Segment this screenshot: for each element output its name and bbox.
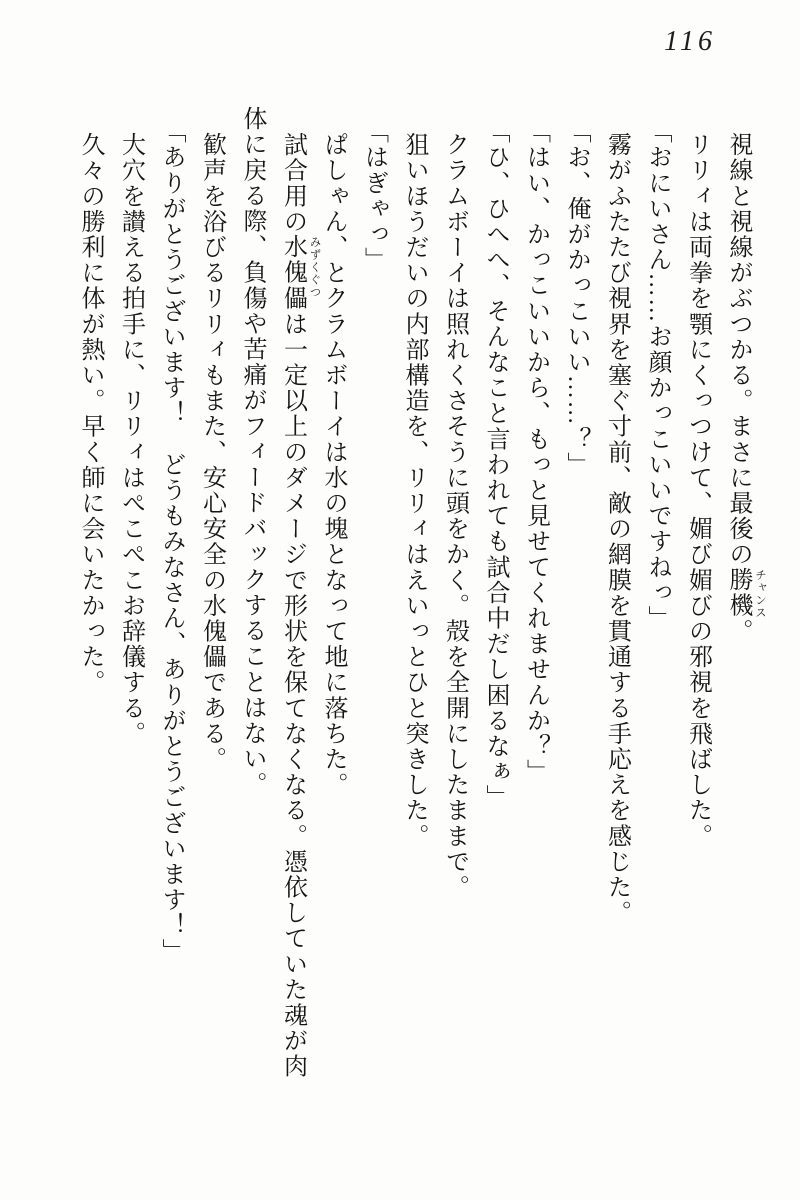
text-column <box>443 106 467 1161</box>
text-column <box>605 106 629 1161</box>
text-run: リリィは両拳を顎にくっつけて、媚び媚びの邪視を飛ばした。 <box>684 132 711 849</box>
furigana-annotation: チャンス <box>754 569 766 620</box>
text-run: 「ひ、ひへへ、そんなこと言われても試合中だし困るなぁ」 <box>482 119 508 811</box>
text-column <box>159 106 183 1161</box>
page-number: 116 <box>664 26 716 57</box>
text-run: 「はい、かっこいいから、もっと見せてくれませんか？」 <box>522 119 549 785</box>
text-column <box>524 106 548 1161</box>
text-column <box>686 106 710 1161</box>
text-column <box>483 106 507 1161</box>
furigana-word: 水傀儡 みずくぐつ <box>279 234 321 312</box>
text-column <box>645 106 669 1161</box>
text-column <box>564 106 588 1161</box>
text-run: ぱしゃん、とクラムボーイは水の塊となって地に落ちた。 <box>320 132 346 798</box>
text-column <box>402 106 426 1161</box>
text-run: 霧がふたたび視界を塞ぐ寸前、敵の網膜を貫通する手応えを感じた。 <box>603 132 630 926</box>
text-column <box>119 106 143 1161</box>
text-columns <box>62 106 766 1161</box>
text-run: 体に戻る際、負傷や苦痛がフィードバックすることはない。 <box>239 106 265 798</box>
text-run: クラムボーイは照れくさそうに頭をかく。殻を全開にしたままで。 <box>441 132 468 900</box>
furigana-annotation: みずくぐつ <box>308 236 321 299</box>
text-column <box>362 106 386 1161</box>
text-run: 歓声を浴びるリリィもまた、安心安全の水傀儡である。 <box>198 132 225 772</box>
text-run: 。 <box>725 618 751 645</box>
text-run: 試合用の <box>279 132 306 235</box>
text-run: 「ありがとうございます！ どうもみなさん、ありがとうございます！」 <box>158 119 184 964</box>
text-column <box>279 106 321 1161</box>
text-column <box>321 106 345 1161</box>
text-column <box>200 106 224 1161</box>
furigana-word: 勝機 チャンス <box>725 567 766 620</box>
text-run: 久々の勝利に体が熱い。早く師に会いたかった。 <box>77 132 103 696</box>
text-run: 狙いほうだいの内部構造を、リリィはえいっとひと突きした。 <box>401 132 427 849</box>
text-column <box>240 106 264 1161</box>
text-run: 視線と視線がぶつかる。まさに最後の <box>725 132 751 568</box>
text-run: 「お、俺がかっこいい……？」 <box>563 119 589 478</box>
text-run: 「はぎゃっ」 <box>360 119 387 273</box>
text-run: 大穴を讃える拍手に、リリィはぺこぺこお辞儀する。 <box>117 132 144 747</box>
text-run: 「おにいさん……お顔かっこいいですねっ」 <box>644 119 670 631</box>
text-column <box>78 106 102 1161</box>
text-column <box>725 106 766 1161</box>
text-run: は一定以上のダメージで形状を保てなくなる。憑依していた魂が肉 <box>279 311 306 1080</box>
